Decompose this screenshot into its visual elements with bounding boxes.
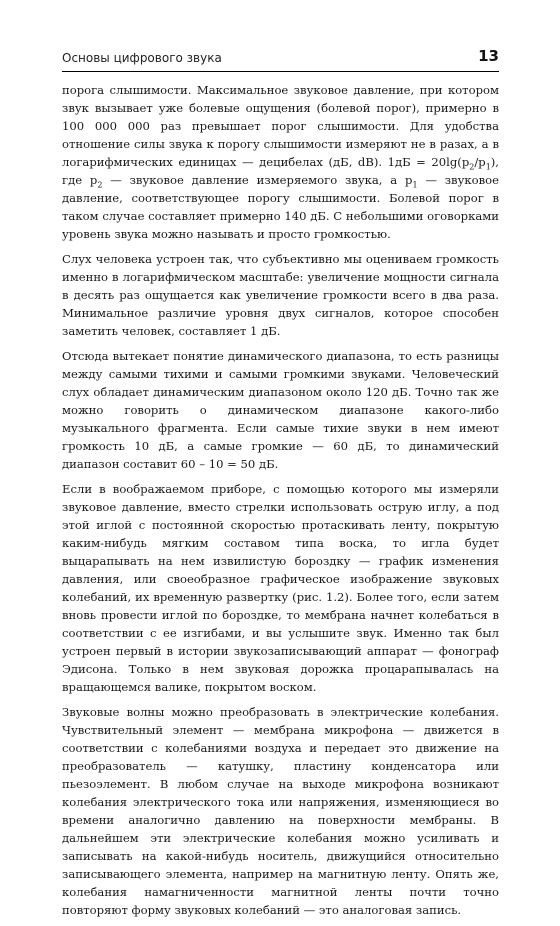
paragraph-5: Звуковые волны можно преобразовать в электрические колебания. Чувствительный элемент — мембрана микрофона — движется в соответствии с колебаниями воздуха и передает это движение на преобразователь — катушку, пластину конденсатора или пьезоэлемент. В любом случае на выходе микрофона возникают колебания электрического тока или напряжения, изменяющиеся во времени аналогично давлению на поверхности мембраны. В дальнейшем эти электрические колебания можно усиливать и записывать на какой-нибудь носитель, движущийся относительно записывающего элемента, например на магнитную ленту. Опять же, колебания намагниченности магнитной ленты почти точно повторяют форму звуковых колебаний — это аналоговая запись. <box>62 705 499 917</box>
paragraph-2: Слух человека устроен так, что субъективно мы оцениваем громкость именно в логарифмическом масштабе: увеличение мощности сигнала в десять раз ощущается как увеличение громкости всего в два раза. Минимальное различие уровня двух сигналов, которое способен заметить человек, составляет 1 дБ. <box>62 252 499 338</box>
body-text <box>62 81 499 926</box>
paragraph-3: Отсюда вытекает понятие динамического диапазона, то есть разницы между самыми тихими и самыми громкими звуками. Человеческий слух обладает динамическим диапазоном около 120 дБ. Точно так же можно говорить о динамическом диапазоне какого-либо музыкального фрагмента. Если самые тихие звуки в нем имеют громкость 10 дБ, а самые громкие — 60 дБ, то динамический диапазон составит 60 – 10 = 50 дБ. <box>62 349 499 471</box>
chapter-title: Основы цифрового звука <box>62 51 222 65</box>
paragraph-4: Если в воображаемом приборе, с помощью которого мы измеряли звуковое давление, вместо стрелки использовать острую иглу, а под этой иглой с постоянной скоростью протаскивать ленту, покрытую каким-нибудь мягким составом типа воска, то игла будет выцарапывать на нем извилистую бороздку — график изменения давления, или своеобразное графическое изображение звуковых колебаний, их временную развертку (рис. 1.2). Более того, если затем вновь провести иглой по бороздке, то мембрана начнет колебаться в соответствии с ее изгибами, и вы услышите звук. Именно так был устроен первый в истории звукозаписывающий аппарат — фонограф Эдисона. Только в нем звуковая дорожка процарапывалась на вращающемся валике, покрытом воском. <box>62 482 499 694</box>
page-number: 13 <box>478 47 499 65</box>
paragraph-1: порога слышимости. Максимальное звуковое давление, при котором звук вызывает уже болевые ощущения (болевой порог), примерно в 100 000 000 раз превышает порог слышимости. Для удобства отношение силы звука к порогу слышимости измеряют не в разах, а в логарифмических единицах — децибелах (дБ, dB). $1дБ = 20\lg(p_2/p_1)$, где $p_2$ — звуковое давление измеряемого звука, а $p_1$ — звуковое давление, соответствующее порогу слышимости. Болевой порог в таком случае составляет примерно 140 дБ. С небольшими оговорками уровень звука можно называть и просто громкостью. <box>62 83 499 241</box>
running-header <box>62 49 499 72</box>
